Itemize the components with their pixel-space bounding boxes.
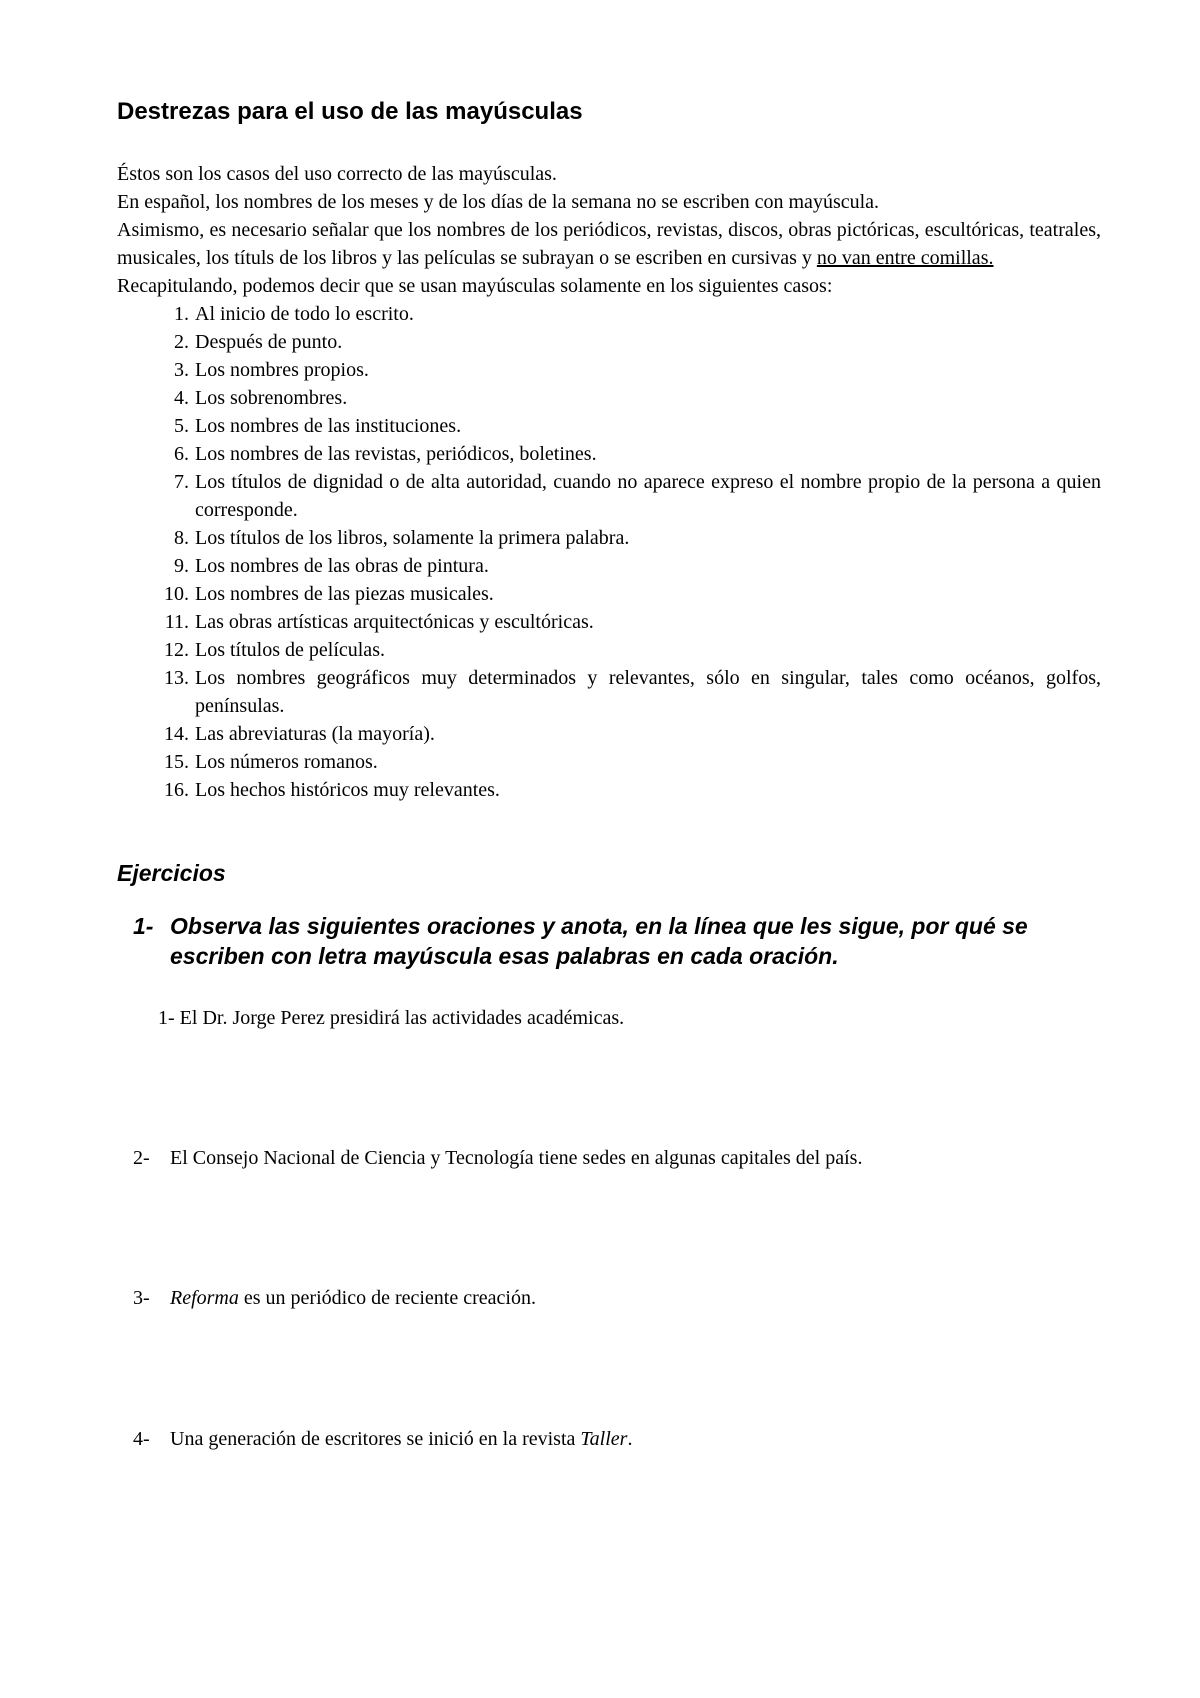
exercise-sentence-3 <box>133 1284 536 1312</box>
rule-item <box>117 468 1101 524</box>
rule-item <box>117 776 1101 804</box>
rule-item <box>117 328 1101 356</box>
rule-item <box>117 412 1101 440</box>
intro-line-2: En español, los nombres de los meses y de los días de la semana no se escriben con mayúscula. <box>117 191 880 213</box>
rule-item <box>117 580 1101 608</box>
intro-line-3-text: Asimismo, es necesario señalar que los nombres de los periódicos, revistas, discos, obras pictóricas, escultóricas, teatrales, musicales, los títuls de los libros y las películas se subrayan o se escriben en cursivas y <box>117 219 1101 269</box>
rule-text: Las abreviaturas (la mayoría). <box>195 723 435 745</box>
exercise-sentence-4 <box>133 1425 632 1453</box>
rule-number: 12. <box>164 639 189 661</box>
rule-text: Los nombres de las piezas musicales. <box>195 583 494 605</box>
rule-item <box>117 384 1101 412</box>
rule-text: Las obras artísticas arquitectónicas y escultóricas. <box>195 611 594 633</box>
sentence-italic-title: Taller <box>580 1428 628 1450</box>
sentence-number: 1- <box>158 1007 175 1029</box>
page-title: Destrezas para el uso de las mayúsculas <box>117 98 583 125</box>
intro-line-3 <box>117 216 1101 272</box>
rule-number: 6. <box>174 443 189 465</box>
rules-list <box>117 300 1101 804</box>
rule-text: Los títulos de dignidad o de alta autoridad, cuando no aparece expreso el nombre propio de la persona a quien corresponde. <box>195 471 1101 521</box>
rule-item <box>117 664 1101 720</box>
rule-number: 3. <box>174 359 189 381</box>
rule-number: 5. <box>174 415 189 437</box>
rule-number: 10. <box>164 583 189 605</box>
rule-text: Los nombres de las obras de pintura. <box>195 555 489 577</box>
rule-item <box>117 300 1101 328</box>
rule-number: 7. <box>174 471 189 493</box>
rule-text: Los títulos de películas. <box>195 639 385 661</box>
rule-text: Los nombres de las revistas, periódicos, boletines. <box>195 443 597 465</box>
rule-item <box>117 636 1101 664</box>
rule-text: Los hechos históricos muy relevantes. <box>195 779 500 801</box>
sentence-text: es un periódico de reciente creación. <box>238 1287 536 1309</box>
exercise-sentence-1 <box>158 1004 624 1032</box>
rule-number: 1. <box>174 303 189 325</box>
intro-section <box>117 160 1101 804</box>
intro-line-1: Éstos son los casos del uso correcto de las mayúsculas. <box>117 163 557 185</box>
rule-number: 15. <box>164 751 189 773</box>
rule-number: 11. <box>164 611 189 633</box>
sentence-text: El Dr. Jorge Perez presidirá las actividades académicas. <box>179 1007 625 1029</box>
sentence-number: 3- <box>133 1287 150 1309</box>
sentence-italic-title: Reforma <box>170 1287 239 1309</box>
rule-item <box>117 748 1101 776</box>
rule-text: Después de punto. <box>195 331 343 353</box>
intro-underlined-text: no van entre comillas. <box>816 247 994 269</box>
rule-item <box>117 524 1101 552</box>
sentence-text: El Consejo Nacional de Ciencia y Tecnología tiene sedes en algunas capitales del país. <box>170 1147 863 1169</box>
rule-text: Los títulos de los libros, solamente la primera palabra. <box>195 527 630 549</box>
intro-line-4: Recapitulando, podemos decir que se usan mayúsculas solamente en los siguientes casos: <box>117 275 833 297</box>
rule-item <box>117 608 1101 636</box>
rule-number: 14. <box>164 723 189 745</box>
rule-number: 2. <box>174 331 189 353</box>
rule-item <box>117 440 1101 468</box>
rule-item <box>117 356 1101 384</box>
sentence-period: . <box>627 1428 633 1450</box>
rule-text: Los nombres geográficos muy determinados y relevantes, sólo en singular, tales como océanos, golfos, penínsulas. <box>195 667 1101 717</box>
exercises-heading: Ejercicios <box>117 860 226 886</box>
rule-text: Los nombres propios. <box>195 359 369 381</box>
sentence-number: 2- <box>133 1147 150 1169</box>
rule-text: Los sobrenombres. <box>195 387 348 409</box>
rule-text: Al inicio de todo lo escrito. <box>195 303 414 325</box>
sentence-text: Una generación de escritores se inició en la revista <box>170 1428 581 1450</box>
rule-number: 16. <box>164 779 189 801</box>
rule-number: 4. <box>174 387 189 409</box>
sentence-number: 4- <box>133 1428 150 1450</box>
exercise-instruction <box>133 911 1101 971</box>
instruction-number: 1- <box>133 913 154 939</box>
rule-item <box>117 720 1101 748</box>
exercise-sentence-2 <box>133 1144 862 1172</box>
rule-item <box>117 552 1101 580</box>
rule-number: 8. <box>174 527 189 549</box>
rule-text: Los números romanos. <box>195 751 378 773</box>
instruction-text: Observa las siguientes oraciones y anota, en la línea que les sigue, por qué se escriben con letra mayúscula esas palabras en cada oración. <box>170 913 1028 969</box>
rule-text: Los nombres de las instituciones. <box>195 415 462 437</box>
rule-number: 9. <box>174 555 189 577</box>
rule-number: 13. <box>164 667 189 689</box>
